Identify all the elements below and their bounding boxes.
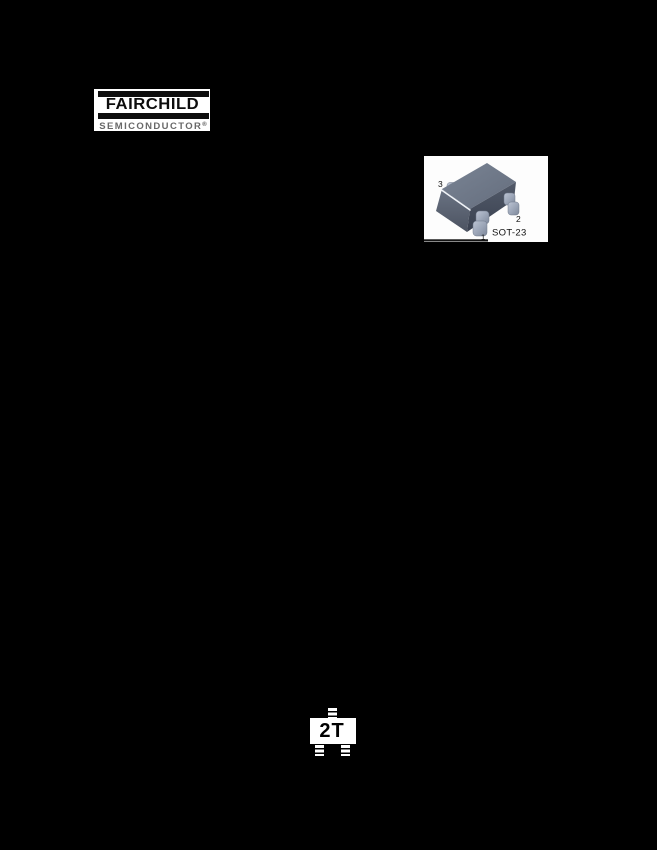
pin-label-1: 1 [481,232,486,242]
registered-trademark: ® [202,122,207,128]
logo-middle-bar [98,113,209,119]
package-3d-image [424,156,548,242]
marking-bottom-left-lead [315,745,324,756]
marking-text: 2T [319,720,345,742]
logo-division-text [96,120,210,130]
package-name-label: SOT-23 [492,227,527,239]
fairchild-logo [94,89,210,131]
marking-bottom-right-lead [341,745,350,756]
logo-division-label: SEMICONDUCTOR [99,121,203,132]
pin-label-2: 2 [516,214,521,224]
package-photo-panel [424,156,548,242]
marking-body [310,718,356,744]
logo-brand-text: FAIRCHILD [105,96,200,113]
package-shadow-line [424,239,488,241]
pin-label-3: 3 [438,179,443,189]
package-lead-2 [504,193,519,215]
marking-diagram [310,708,356,756]
